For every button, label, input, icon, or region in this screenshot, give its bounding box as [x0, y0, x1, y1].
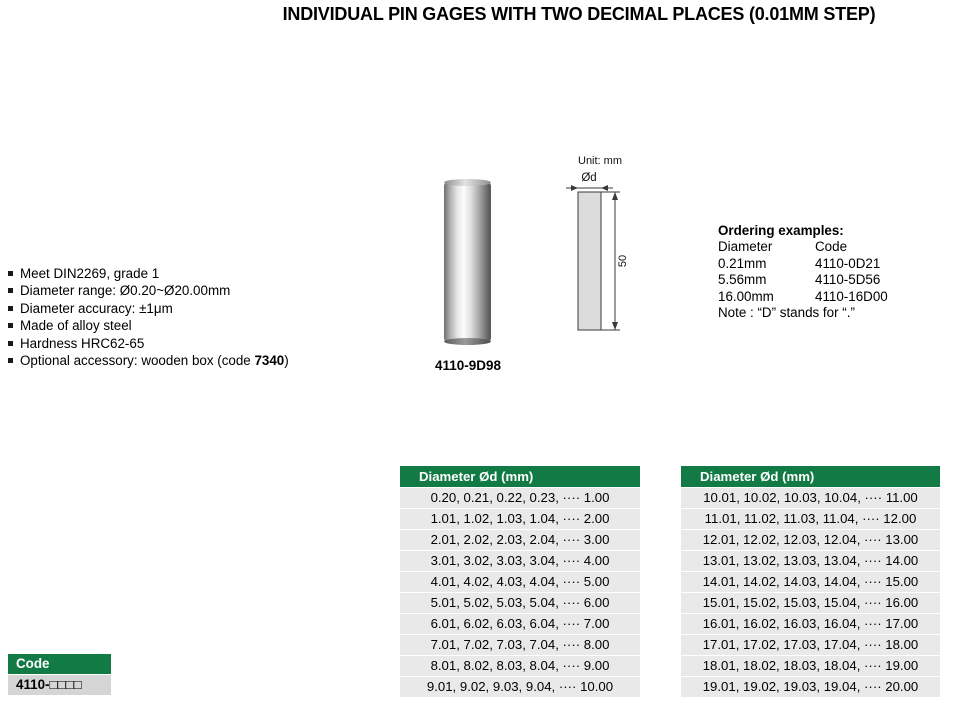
bullet-icon	[8, 323, 13, 328]
feature-item	[8, 335, 289, 352]
code-pattern: 4110-□□□□	[8, 675, 111, 695]
table-row: 8.01, 8.02, 8.03, 8.04, ···· 9.00	[400, 656, 640, 676]
feature-item	[8, 265, 289, 282]
feature-text: Made of alloy steel	[20, 318, 132, 334]
table-row: 19.01, 19.02, 19.03, 19.04, ···· 20.00	[681, 677, 940, 697]
ordering-code: 4110-16D00	[815, 288, 888, 304]
table-row: 4.01, 4.02, 4.03, 4.04, ···· 5.00	[400, 572, 640, 592]
table-row: 7.01, 7.02, 7.03, 7.04, ···· 8.00	[400, 635, 640, 655]
pin-bottom-cap	[444, 338, 491, 345]
bullet-icon	[8, 341, 13, 346]
table-row: 14.01, 14.02, 14.03, 14.04, ···· 15.00	[681, 572, 940, 592]
feature-item	[8, 300, 289, 317]
bullet-icon	[8, 288, 13, 293]
diameter-table-left	[400, 466, 640, 697]
dim-arrow-right	[601, 185, 608, 191]
unit-label: Unit: mm	[578, 155, 622, 167]
table-row: 11.01, 11.02, 11.03, 11.04, ···· 12.00	[681, 509, 940, 529]
table-row: 16.01, 16.02, 16.03, 16.04, ···· 17.00	[681, 614, 940, 634]
ordering-diameter: 16.00mm	[718, 288, 774, 304]
length-dim-label: 50	[617, 254, 629, 268]
table-header: Diameter Ød (mm)	[681, 466, 940, 487]
dimension-drawing	[556, 150, 666, 350]
table-row: 18.01, 18.02, 18.03, 18.04, ···· 19.00	[681, 656, 940, 676]
ordering-col-diameter: Diameter	[718, 239, 773, 255]
dim-arrow-down	[612, 322, 618, 330]
feature-text: Diameter range: Ø0.20~Ø20.00mm	[20, 283, 231, 299]
table-row: 10.01, 10.02, 10.03, 10.04, ···· 11.00	[681, 488, 940, 508]
table-row: 5.01, 5.02, 5.03, 5.04, ···· 6.00	[400, 593, 640, 613]
table-row: 0.20, 0.21, 0.22, 0.23, ···· 1.00	[400, 488, 640, 508]
dim-arrow-left	[571, 185, 578, 191]
pin-top-cap	[444, 179, 491, 186]
feature-text-suffix: )	[284, 353, 289, 369]
table-row: 1.01, 1.02, 1.03, 1.04, ···· 2.00	[400, 509, 640, 529]
table-row: 9.01, 9.02, 9.03, 9.04, ···· 10.00	[400, 677, 640, 697]
pin-code-label: 4110-9D98	[434, 358, 502, 373]
dim-arrow-up	[612, 192, 618, 200]
code-block	[8, 654, 111, 695]
ordering-code: 4110-0D21	[815, 255, 881, 271]
feature-item	[8, 317, 289, 334]
bullet-icon	[8, 306, 13, 311]
feature-accessory-code: 7340	[254, 353, 285, 369]
pin-outline-rect	[578, 192, 601, 330]
table-row: 2.01, 2.02, 2.03, 2.04, ···· 3.00	[400, 530, 640, 550]
ordering-col-code: Code	[815, 239, 848, 255]
feature-list	[8, 265, 289, 369]
table-row: 6.01, 6.02, 6.03, 6.04, ···· 7.00	[400, 614, 640, 634]
code-header: Code	[8, 654, 111, 674]
feature-item	[8, 352, 289, 369]
bullet-icon	[8, 271, 13, 276]
page-title: INDIVIDUAL PIN GAGES WITH TWO DECIMAL PLACES (0.01MM STEP)	[282, 4, 876, 24]
feature-text: Hardness HRC62-65	[20, 335, 145, 351]
ordering-note: Note : “D” stands for “.”	[718, 305, 855, 321]
feature-text: Diameter accuracy: ±1μm	[20, 300, 173, 316]
bullet-icon	[8, 358, 13, 363]
diameter-dim-label: Ød	[581, 172, 597, 184]
ordering-diameter: 5.56mm	[718, 272, 767, 288]
diameter-table-right	[681, 466, 940, 697]
table-header: Diameter Ød (mm)	[400, 466, 640, 487]
table-row: 15.01, 15.02, 15.03, 15.04, ···· 16.00	[681, 593, 940, 613]
ordering-code: 4110-5D56	[815, 272, 881, 288]
feature-text	[20, 352, 289, 369]
table-row: 17.01, 17.02, 17.03, 17.04, ···· 18.00	[681, 635, 940, 655]
table-row: 13.01, 13.02, 13.03, 13.04, ···· 14.00	[681, 551, 940, 571]
feature-item	[8, 282, 289, 299]
ordering-table	[718, 239, 933, 305]
pin-gage-photo	[444, 181, 491, 343]
pin-body	[444, 181, 491, 343]
ordering-diameter: 0.21mm	[718, 255, 767, 271]
ordering-title: Ordering examples:	[718, 223, 844, 238]
feature-text: Meet DIN2269, grade 1	[20, 266, 160, 281]
ordering-examples	[718, 223, 933, 321]
table-row: 12.01, 12.02, 12.03, 12.04, ···· 13.00	[681, 530, 940, 550]
table-row: 3.01, 3.02, 3.03, 3.04, ···· 4.00	[400, 551, 640, 571]
feature-text-prefix: Optional accessory: wooden box (code	[20, 353, 255, 369]
